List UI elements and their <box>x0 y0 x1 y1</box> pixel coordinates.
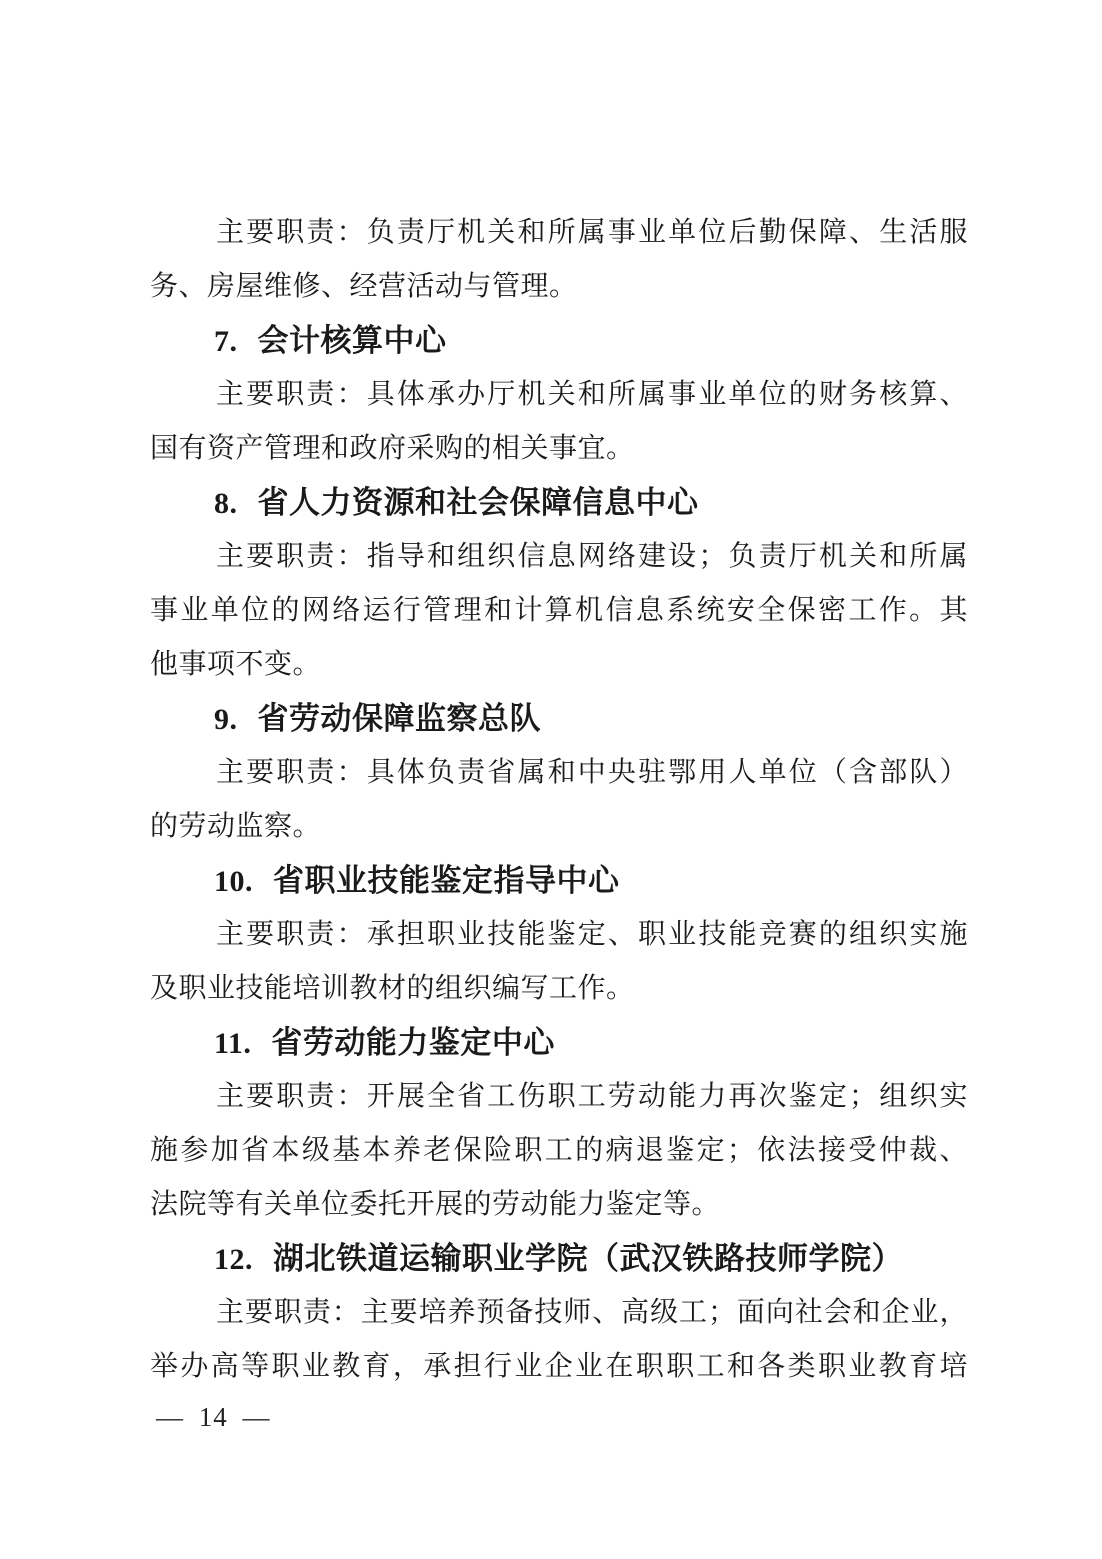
document-body <box>150 206 968 1394</box>
paragraph-line: 国有资产管理和政府采购的相关事宜。 <box>150 433 635 464</box>
paragraph-line: 及职业技能培训教材的组织编写工作。 <box>150 973 635 1004</box>
section-number: 10. <box>214 865 253 898</box>
paragraph-line: 法院等有关单位委托开展的劳动能力鉴定等。 <box>150 1189 721 1220</box>
section-9-heading <box>150 692 968 746</box>
paragraph-line: 主要职责：负责厅机关和所属事业单位后勤保障、生活服 <box>216 217 968 248</box>
paragraph-line: 主要职责：开展全省工伤职工劳动能力再次鉴定；组织实 <box>216 1081 968 1112</box>
paragraph-line: 施参加省本级基本养老保险职工的病退鉴定；依法接受仲裁、 <box>150 1135 968 1166</box>
paragraph-line: 主要职责：主要培养预备技师、高级工；面向社会和企业， <box>216 1297 968 1328</box>
paragraph-line: 的劳动监察。 <box>150 811 322 842</box>
section-title: 省劳动能力鉴定中心 <box>271 1025 555 1060</box>
section-11-heading <box>150 1016 968 1070</box>
section-7-heading <box>150 314 968 368</box>
section-title: 会计核算中心 <box>257 323 447 358</box>
paragraph-line: 事业单位的网络运行管理和计算机信息系统安全保密工作。其 <box>150 595 968 626</box>
section-title: 湖北铁道运输职业学院（武汉铁路技师学院） <box>273 1241 903 1276</box>
paragraph-line: 举办高等职业教育，承担行业企业在职职工和各类职业教育培 <box>150 1351 968 1382</box>
section-number: 9. <box>214 703 238 736</box>
section-number: 7. <box>214 325 238 358</box>
page-number: — 14 — <box>156 1402 271 1432</box>
section-number: 12. <box>214 1243 253 1276</box>
section-8-heading <box>150 476 968 530</box>
section-12-heading <box>150 1232 968 1286</box>
section-number: 8. <box>214 487 238 520</box>
paragraph-line: 主要职责：具体负责省属和中央驻鄂用人单位（含部队） <box>216 757 968 788</box>
paragraph-line: 主要职责：具体承办厅机关和所属事业单位的财务核算、 <box>216 379 968 410</box>
paragraph-line: 主要职责：承担职业技能鉴定、职业技能竞赛的组织实施 <box>216 919 968 950</box>
section-title: 省人力资源和社会保障信息中心 <box>257 485 699 520</box>
paragraph-line: 主要职责：指导和组织信息网络建设；负责厅机关和所属 <box>216 541 968 572</box>
page-footer <box>156 1400 271 1434</box>
section-number: 11. <box>214 1027 252 1060</box>
section-title: 省劳动保障监察总队 <box>257 701 541 736</box>
paragraph-line: 务、房屋维修、经营活动与管理。 <box>150 271 578 302</box>
section-title: 省职业技能鉴定指导中心 <box>273 863 620 898</box>
section-10-heading <box>150 854 968 908</box>
paragraph-line: 他事项不变。 <box>150 649 322 680</box>
